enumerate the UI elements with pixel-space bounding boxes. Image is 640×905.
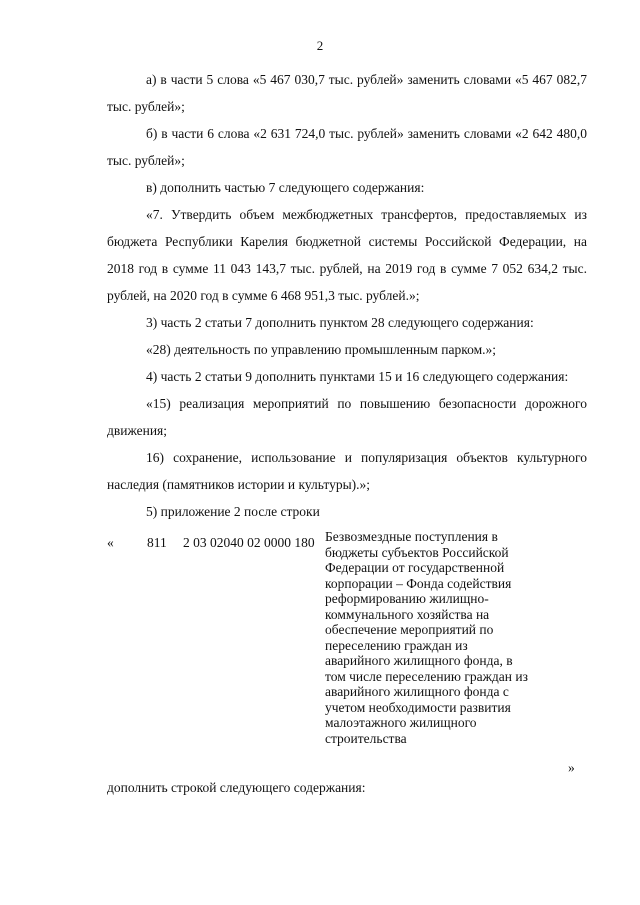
description-line: реформированию жилищно- — [325, 591, 489, 606]
budget-table-row — [107, 529, 587, 774]
paragraph-point-28: «28) деятельность по управлению промышленным парком.»; — [146, 342, 497, 357]
description-line: корпорации – Фонда содействия — [325, 575, 512, 591]
document-body — [107, 66, 587, 801]
description-line: учетом необходимости развития — [325, 699, 511, 715]
description-line: аварийного жилищного фонда с — [325, 684, 509, 699]
paragraph-add-row: дополнить строкой следующего содержания: — [107, 780, 366, 795]
row-open-quote: « — [107, 535, 114, 550]
paragraph-point-16: 16) сохранение, использование и популяризация объектов культурного наследия (памятников истории и культуры).»; — [107, 450, 587, 492]
paragraph-b: б) в части 6 слова «2 631 724,0 тыс. рублей» заменить словами «2 642 480,0 тыс. рублей»; — [107, 126, 587, 168]
paragraph-a: а) в части 5 слова «5 467 030,7 тыс. рублей» заменить словами «5 467 082,7 тыс. рублей»; — [107, 72, 587, 114]
row-close-quote: » — [568, 760, 575, 775]
page-number: 2 — [316, 38, 324, 53]
description-line: малоэтажного жилищного — [325, 715, 477, 730]
description-line: Федерации от государственной — [325, 560, 505, 575]
description-line: бюджеты субъектов Российской — [325, 544, 509, 560]
description-line: Безвозмездные поступления в — [325, 529, 498, 544]
paragraph-v: в) дополнить частью 7 следующего содержания: — [146, 180, 425, 195]
description-line: аварийного жилищного фонда, в — [325, 653, 513, 668]
description-line: коммунального хозяйства на — [325, 606, 490, 622]
paragraph-item-5: 5) приложение 2 после строки — [146, 504, 320, 519]
revenue-description — [325, 529, 558, 746]
description-line: том числе переселению граждан из — [325, 668, 528, 684]
description-line: обеспечение мероприятий по — [325, 622, 494, 637]
paragraph-item-3: 3) часть 2 статьи 7 дополнить пунктом 28 следующего содержания: — [146, 315, 534, 330]
admin-code: 811 — [147, 535, 167, 550]
paragraph-point-15: «15) реализация мероприятий по повышению безопасности дорожного движения; — [107, 396, 587, 438]
description-line: строительства — [325, 730, 407, 746]
paragraph-item-4: 4) часть 2 статьи 9 дополнить пунктами 15 и 16 следующего содержания: — [146, 369, 569, 384]
paragraph-part-7: «7. Утвердить объем межбюджетных трансфертов, предоставляемых из бюджета Республики Карелия бюджетной системы Российской Федерации, на 2018 год в сумме 11 043 143,7 тыс. рублей, на 2019 год в сумме 7 052 634,2 тыс. рублей, на 2020 год в сумме 6 468 951,3 тыс. рублей.»; — [107, 207, 587, 303]
description-line: переселению граждан из — [325, 637, 468, 653]
budget-classification-code: 2 03 02040 02 0000 180 — [183, 535, 315, 550]
